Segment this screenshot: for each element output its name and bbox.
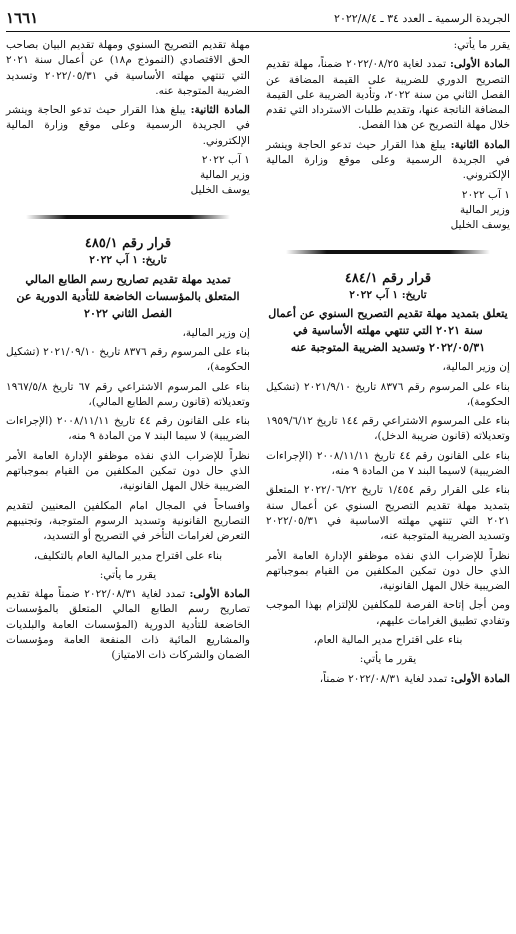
section-divider — [266, 247, 510, 257]
paragraph: بناء على المرسوم الاشتراعي رقم ١٤٤ تاريخ ١٩٥٩/٦/١٢ وتعديلاته (قانون ضريبة الدخل)، — [266, 415, 510, 443]
decision-date: تاريخ: ١ آب ٢٠٢٢ — [89, 254, 167, 267]
paragraph: وافساحاً في المجال امام المكلفين المعنيين لتقديم التصاريح القانونية وتسديد الرسوم المتوجبة، وتجنيبهم التعرض لغرامات التأخر في التصريح أو التسديد، — [6, 499, 250, 543]
paragraph: مهلة تقديم التصريح السنوي ومهلة تقديم البيان بصاحب الحق الاقتصادي (النموذج م١٨) عن أعمال سنة ٢٠٢١ التي تنتهي مهلته الأساسية في ٢٠٢٢/٠٥/٣١ وتسديد الضريبة المتوجبة عنه. — [6, 39, 250, 97]
article-text: تمدد لغاية ٢٠٢٢/٠٨/٣١ ضمناً مهلة تقديم تصاريح رسم الطابع المالي المتعلق بالمؤسسات الخاضعة للتأدية الدورية (المؤسسات العامة والبلديات والمشاريع المائية ذات المنفعة العامة ومؤسسات الضمان والشركات ذات الامتياز) — [6, 588, 250, 662]
signature-title: وزير المالية — [459, 203, 510, 216]
paragraph: بناء على المرسوم رقم ٨٣٧٦ تاريخ ٢٠٢١/٩/١٠ (تشكيل الحكومة)، — [266, 380, 510, 408]
paragraph: بناء على القرار رقم ١/٤٥٤ تاريخ ٢٠٢٢/٠٦/٢٢ المتعلق بتمديد مهلة تقديم التصريح السنوي عن أعمال سنة ٢٠٢١ التي تنتهي مهلته الاساسية في ٢٠٢٢/٠٥/٣١ وتسديد الضريبة المتوجبة عنه، — [266, 484, 510, 543]
signature-date: ١ آب ٢٠٢٢ — [461, 188, 510, 201]
paragraph: بناء على القانون رقم ٤٤ تاريخ ٢٠٠٨/١١/١١ (الإجراءات الضريبية) لاسيما البند ٧ من المادة ٩ منه، — [266, 449, 510, 478]
signature-block — [266, 188, 510, 233]
page-header — [6, 8, 510, 28]
signature-title: وزير المالية — [199, 169, 250, 182]
article-one — [6, 587, 250, 663]
paragraph: بناء على المرسوم الاشتراعي رقم ٦٧ تاريخ ١٩٦٧/٥/٨ وتعديلاته (قانون رسم الطابع المالي)، — [6, 380, 250, 408]
header-rule — [6, 31, 510, 32]
article-label: المادة الأولى: — [449, 58, 510, 71]
columns — [6, 38, 510, 691]
paragraph: بناء على المرسوم رقم ٨٣٧٦ تاريخ ٢٠٢١/٠٩/١٠ (تشكيل الحكومة)، — [6, 345, 250, 374]
signature-date: ١ آب ٢٠٢٢ — [201, 154, 250, 167]
decision-subject: يتعلق بتمديد مهلة تقديم التصريح السنوي عن أعمال سنة ٢٠٢١ التي تنتهي مهلته الأساسية في ٢٠٢٢/٠٥/٣١ وتسديد الضريبة المتوجبة عنه — [268, 306, 508, 355]
decision-date: تاريخ: ١ آب ٢٠٢٢ — [349, 288, 427, 301]
paragraph: بناء على القانون رقم ٤٤ تاريخ ٢٠٠٨/١١/١١ (الإجراءات الضريبية) لا سيما البند ٧ من المادة ٩ منه، — [6, 415, 250, 443]
paragraph: يقرر ما يأتي: — [359, 653, 417, 666]
article-text: يبلغ هذا القرار حيث تدعو الحاجة وينشر في الجريدة الرسمية وعلى موقع وزارة المالية الإلكتروني. — [266, 138, 510, 182]
signature-block — [6, 153, 250, 198]
paragraph: ومن أجل إتاحة الفرصة للمكلفين للإلتزام بهذا الموجب وتفادي تطبيق الغرامات عليهم، — [266, 599, 510, 627]
signature-name: يوسف الخليل — [450, 218, 510, 231]
article-label: المادة الثانية: — [450, 138, 510, 151]
article-one — [266, 672, 510, 687]
article-two — [266, 138, 510, 184]
paragraph: إن وزير المالية، — [442, 361, 510, 374]
decree-intro: يقرر ما يأتي: — [453, 39, 510, 51]
right-column — [266, 38, 510, 691]
signature-name: يوسف الخليل — [190, 184, 250, 197]
gazette-title: الجريدة الرسمية ـ العدد ٣٤ ـ ٢٠٢٢/٨/٤ — [334, 11, 510, 25]
decision-title: قرار رقم ٤٨٥/١ — [84, 236, 172, 252]
left-column — [6, 38, 250, 691]
article-one — [266, 57, 510, 133]
paragraph: بناء على اقتراح مدير المالية العام بالتكليف، — [33, 549, 223, 562]
paragraph: يقرر ما يأتي: — [99, 568, 157, 581]
section-divider — [6, 212, 250, 222]
article-two — [6, 103, 250, 149]
paragraph: نظراً للإضراب الذي نفذه موظفو الإدارة العامة الأمر الذي حال دون تمكين المكلفين من القيام بموجباتهم الضريبية خلال المهل القانونية، — [266, 549, 510, 593]
article-label: المادة الأولى: — [450, 672, 510, 685]
article-label: المادة الأولى: — [189, 588, 250, 601]
decision-title: قرار رقم ٤٨٤/١ — [344, 270, 432, 286]
article-text: تمدد لغاية ٢٠٢٢/٠٨/٢٥ ضمناً، مهلة تقديم التصريح الدوري للضريبة على القيمة المضافة عن الفصل الثاني من سنة ٢٠٢٢، وتأدية الضريبة على القيمة المضافة الناتجة عنها، وتقديم طلبات الاسترداد التي تقدم خلال مهلة التصريح عن هذا الفصل. — [266, 58, 510, 132]
page-number: ١٦٦١ — [6, 9, 39, 27]
paragraph: نظراً للإضراب الذي نفذه موظفو الإدارة العامة الأمر الذي حال دون تمكين المكلفين من القيام بموجباتهم الضريبية خلال المهل القانونية، — [6, 449, 250, 493]
article-text: تمدد لغاية ٢٠٢٢/٠٨/٣١ ضمناً، — [319, 672, 451, 685]
paragraph: إن وزير المالية، — [182, 326, 250, 339]
paragraph: بناء على اقتراح مدير المالية العام، — [313, 634, 463, 647]
article-label: المادة الثانية: — [190, 104, 250, 117]
decision-subject: تمديد مهلة تقديم تصاريح رسم الطابع المالي المتعلق بالمؤسسات الخاضعة للتأدية الدورية عن الفصل الثاني ٢٠٢٢ — [16, 271, 240, 320]
article-text: يبلغ هذا القرار حيث تدعو الحاجة وينشر في الجريدة الرسمية وعلى موقع وزارة المالية الإلكتروني. — [6, 104, 250, 147]
